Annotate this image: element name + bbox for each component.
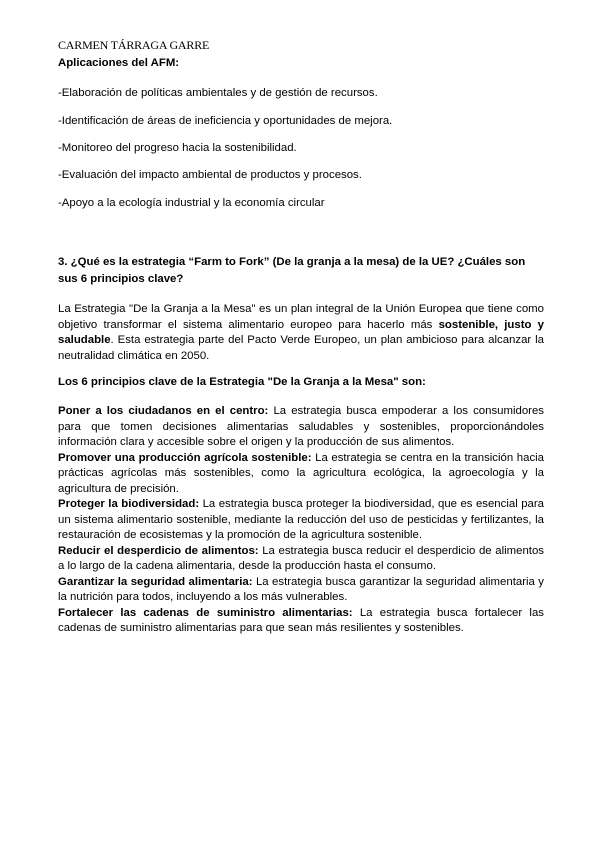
question-3-heading: 3. ¿Qué es la estrategia “Farm to Fork” (De la granja a la mesa) de la UE? ¿Cuáles son sus 6 principios clave?	[58, 256, 526, 285]
principle-item	[58, 544, 544, 575]
principle-text: La estrategia busca reducir el desperdicio de alimentos a lo largo de la cadena alimentaria, desde la producción hasta el consumo.	[58, 544, 545, 572]
principle-text: La estrategia busca fortalecer las cadenas de suministro alimentarias para que sean más resilientes y sostenibles.	[58, 606, 544, 634]
intro-bold: sostenible, justo y saludable	[58, 318, 544, 346]
afm-item: -Identificación de áreas de ineficiencia y oportunidades de mejora.	[58, 115, 393, 127]
principle-name: Promover una producción agrícola sostenible:	[58, 451, 312, 464]
afm-item: -Evaluación del impacto ambiental de productos y procesos.	[58, 169, 362, 181]
afm-heading: Aplicaciones del AFM:	[58, 57, 180, 69]
afm-item: -Monitoreo del progreso hacia la sostenibilidad.	[58, 142, 297, 154]
intro-text-2: . Esta estrategia parte del Pacto Verde Europeo, un plan ambicioso para alcanzar la neutralidad climática en 2050.	[58, 334, 544, 362]
author-name: CARMEN TÁRRAGA GARRE	[58, 38, 210, 52]
principle-item	[58, 497, 544, 544]
principle-name: Poner a los ciudadanos en el centro:	[58, 405, 269, 417]
principle-text: La estrategia busca garantizar la seguridad alimentaria y la nutrición para todos, incluyendo a los más vulnerables.	[58, 575, 544, 603]
principle-name: Proteger la biodiversidad:	[58, 498, 200, 510]
principle-name: Reducir el desperdicio de alimentos:	[58, 544, 259, 557]
principle-item	[58, 575, 544, 606]
principle-text: La estrategia se centra en la transición hacia prácticas agrícolas más sostenibles, como la agricultura ecológica, la agroecología y la agricultura de precisión.	[58, 451, 545, 495]
afm-item: -Apoyo a la ecología industrial y la economía circular	[58, 197, 325, 209]
afm-item: -Elaboración de políticas ambientales y de gestión de recursos.	[58, 87, 378, 99]
principle-item	[58, 404, 544, 451]
principle-text: La estrategia busca empoderar a los consumidores para que tomen decisiones alimentarias saludables y sostenibles, proporcionándoles información clara y accesible sobre el origen y la producción de sus alimentos.	[58, 405, 544, 448]
intro-text-1: La Estrategia "De la Granja a la Mesa" es un plan integral de la Unión Europea que tiene como objetivo transformar el sistema alimentario europeo para hacerlo más	[58, 303, 544, 331]
principle-item	[58, 451, 544, 498]
intro-paragraph	[58, 302, 544, 364]
principle-text: La estrategia busca proteger la biodiversidad, que es esencial para un sistema alimentario sostenible, mediante la reducción del uso de pesticidas y fertilizantes, la restauración de ecosistemas y la promoción de la agricultura sostenible.	[58, 498, 544, 541]
principle-item	[58, 606, 544, 637]
principles-heading: Los 6 principios clave de la Estrategia "De la Granja a la Mesa" son:	[58, 376, 426, 388]
principles-list	[58, 404, 544, 637]
principle-name: Fortalecer las cadenas de suministro alimentarias:	[58, 606, 353, 619]
principle-name: Garantizar la seguridad alimentaria:	[58, 575, 253, 588]
